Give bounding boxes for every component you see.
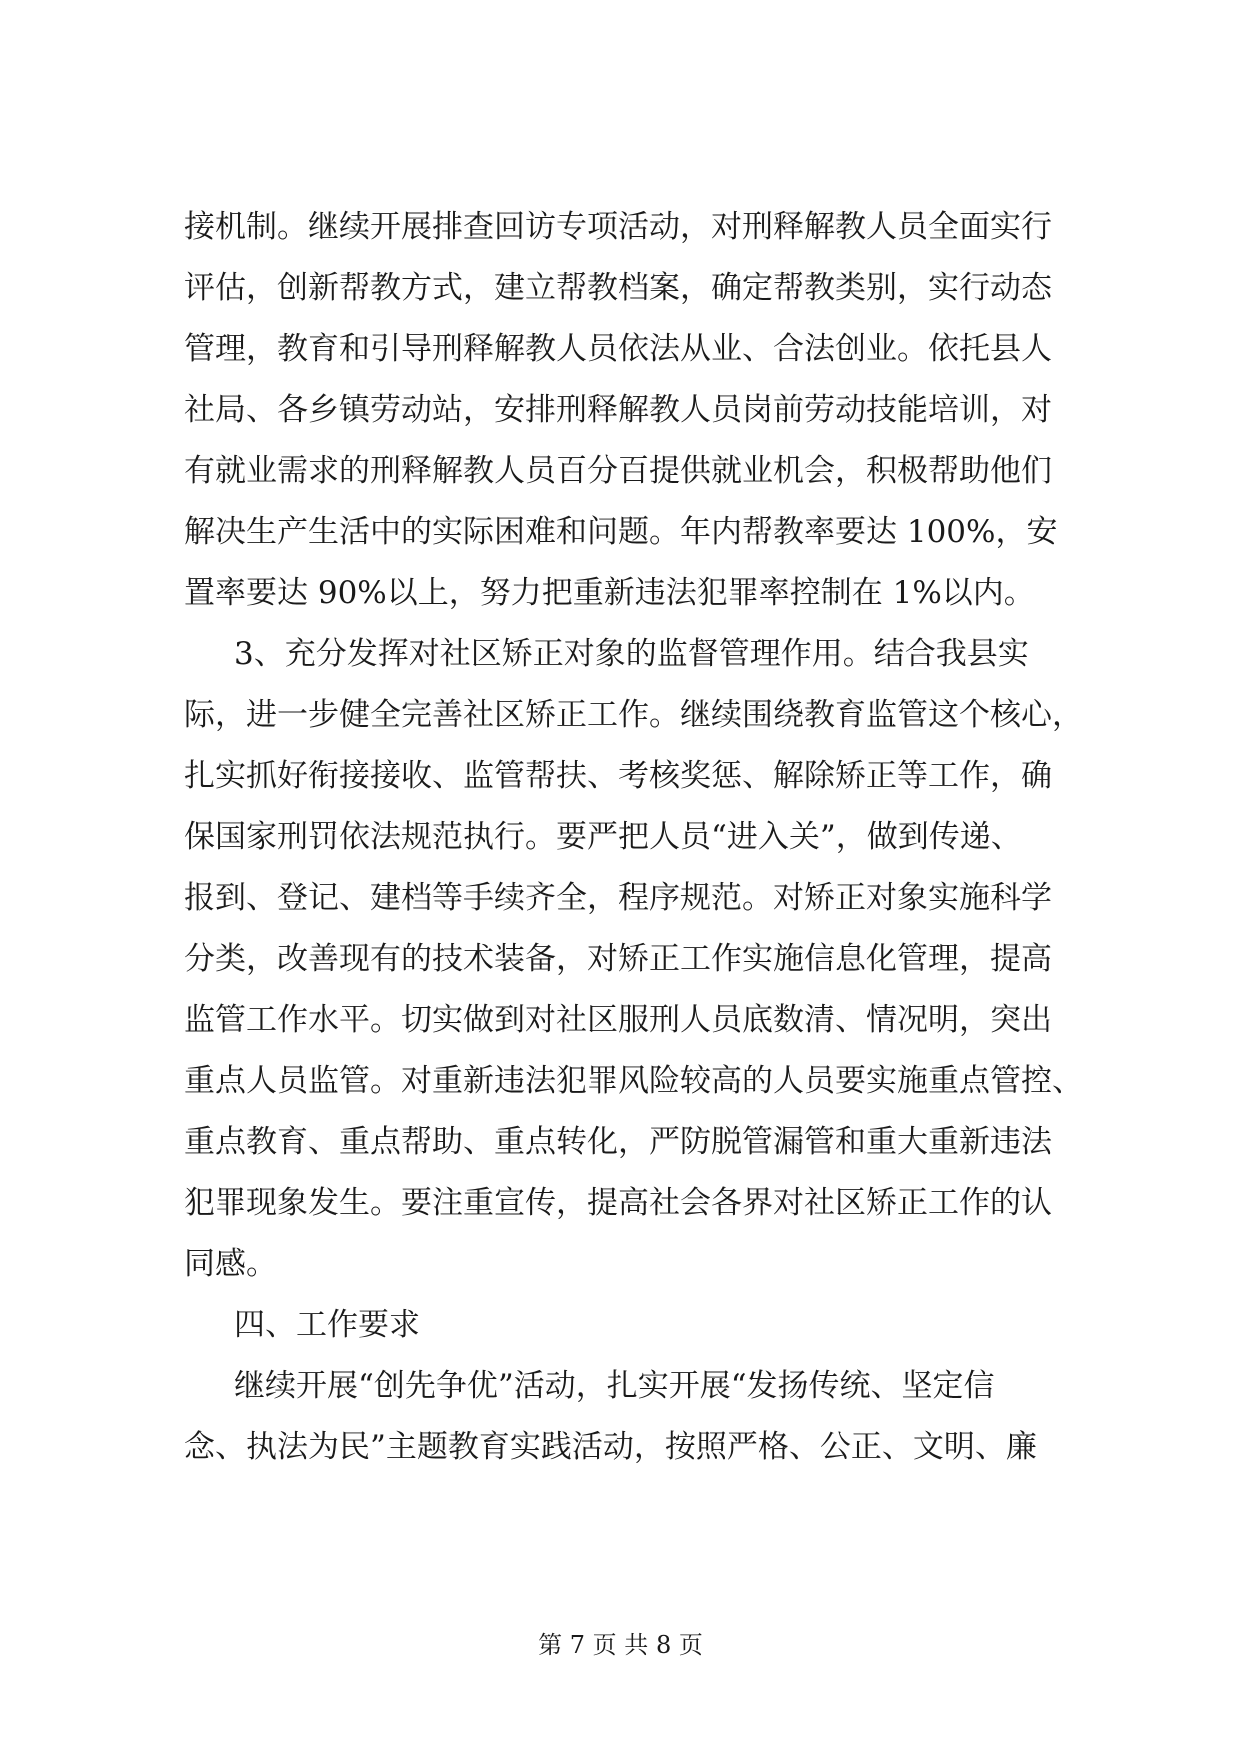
text-line: 保国家刑罚依法规范执行。要严把人员“进入关”，做到传递、 bbox=[184, 819, 1022, 855]
text-line: 报到、登记、建档等手续齐全，程序规范。对矫正对象实施科学 bbox=[184, 880, 1052, 916]
text-line: 接机制。继续开展排查回访专项活动，对刑释解教人员全面实行 bbox=[184, 209, 1052, 245]
text-line: 继续开展“创先争优”活动，扎实开展“发扬传统、坚定信 bbox=[234, 1368, 995, 1404]
text-line: 际，进一步健全完善社区矫正工作。继续围绕教育监管这个核心， bbox=[184, 697, 1083, 733]
page-number-footer: 第 7 页 共 8 页 bbox=[538, 1631, 703, 1659]
text-line: 置率要达 90%以上，努力把重新违法犯罪率控制在 1%以内。 bbox=[184, 575, 1035, 611]
text-line: 重点人员监管。对重新违法犯罪风险较高的人员要实施重点管控、 bbox=[184, 1063, 1083, 1099]
text-line: 重点教育、重点帮助、重点转化，严防脱管漏管和重大重新违法 bbox=[184, 1124, 1052, 1160]
text-line: 分类，改善现有的技术装备，对矫正工作实施信息化管理，提高 bbox=[184, 941, 1052, 977]
text-line: 管理，教育和引导刑释解教人员依法从业、合法创业。依托县人 bbox=[184, 331, 1052, 367]
text-line: 念、执法为民”主题教育实践活动，按照严格、公正、文明、廉 bbox=[184, 1429, 1037, 1465]
section-heading: 四、工作要求 bbox=[234, 1307, 420, 1343]
text-line: 解决生产生活中的实际困难和问题。年内帮教率要达 100%，安 bbox=[184, 514, 1058, 550]
section-item-heading: 3、充分发挥对社区矫正对象的监督管理作用。结合我县实 bbox=[234, 636, 1029, 672]
text-line: 有就业需求的刑释解教人员百分百提供就业机会，积极帮助他们 bbox=[184, 453, 1052, 489]
text-line: 社局、各乡镇劳动站，安排刑释解教人员岗前劳动技能培训，对 bbox=[184, 392, 1052, 428]
text-line: 扎实抓好衔接接收、监管帮扶、考核奖惩、解除矫正等工作，确 bbox=[184, 758, 1052, 794]
text-line: 犯罪现象发生。要注重宣传，提高社会各界对社区矫正工作的认 bbox=[184, 1185, 1052, 1221]
text-line: 监管工作水平。切实做到对社区服刑人员底数清、情况明，突出 bbox=[184, 1002, 1052, 1038]
text-line: 评估，创新帮教方式，建立帮教档案，确定帮教类别，实行动态 bbox=[184, 270, 1052, 306]
text-line: 同感。 bbox=[184, 1246, 277, 1282]
